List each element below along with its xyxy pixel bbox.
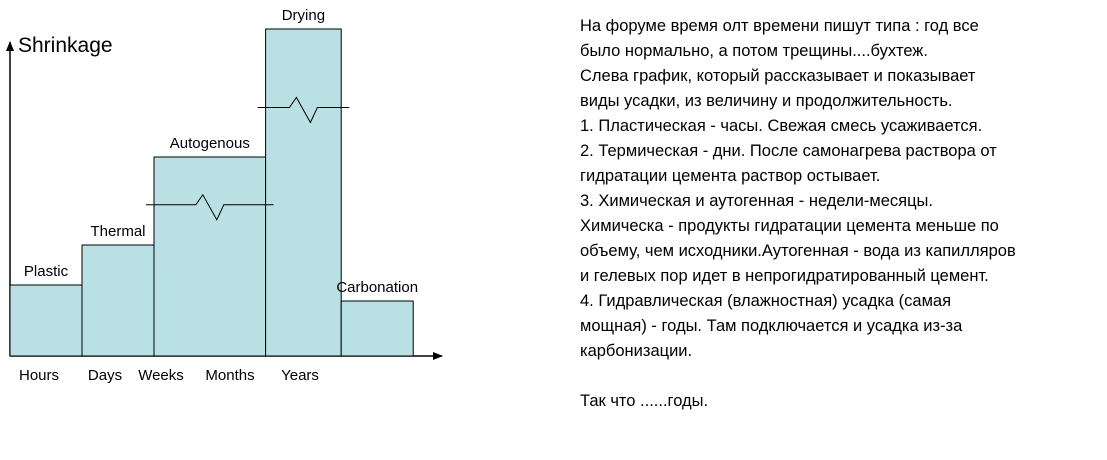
bar-autogenous [154, 157, 266, 356]
conclusion-line: Так что ......годы. [580, 392, 709, 410]
paragraph-gap [580, 364, 1100, 389]
bar-thermal [82, 245, 154, 356]
text-line: Слева график, который рассказывает и показывает [580, 67, 976, 85]
text-line: 1. Пластическая - часы. Свежая смесь усаживается. [580, 117, 983, 135]
text-line: 4. Гидравлическая (влажностная) усадка (самая [580, 292, 952, 310]
bar-carbonation [341, 301, 413, 356]
text-line: Химическа - продукты гидратации цемента меньше по [580, 217, 999, 235]
bars-layer [10, 29, 413, 356]
x-tick-months: Months [205, 367, 255, 384]
explanation-lines [580, 14, 1100, 364]
text-line: объему, чем исходники.Аутогенная - вода из капилляров [580, 242, 1016, 260]
bar-label-carbonation: Carbonation [336, 279, 419, 296]
text-line: 3. Химическая и аутогенная - недели-месяцы. [580, 192, 933, 210]
x-tick-labels-layer [19, 367, 319, 384]
text-line: На форуме время олт времени пишут типа : год все [580, 17, 979, 35]
text-line: 2. Термическая - дни. После самонагрева раствора от [580, 142, 997, 160]
shrinkage-chart [0, 0, 460, 400]
x-tick-hours: Hours [18, 367, 60, 384]
bar-label-thermal: Thermal [90, 223, 146, 240]
x-tick-years: Years [281, 367, 319, 384]
explanation-text [580, 14, 1100, 414]
text-line: и гелевых пор идет в непрогидратированный цемент. [580, 267, 989, 285]
text-line: гидратации цемента раствор остывает. [580, 167, 881, 185]
bar-drying [266, 29, 342, 356]
bar-label-drying: Drying [281, 7, 326, 24]
text-line: карбонизации. [580, 342, 693, 360]
text-line: было нормально, а потом трещины....бухтеж. [580, 42, 928, 60]
bar-plastic [10, 285, 82, 356]
bar-label-plastic: Plastic [23, 263, 69, 280]
x-tick-weeks: Weeks [138, 367, 184, 384]
x-tick-days: Days [87, 367, 123, 384]
text-line: мощная) - годы. Там подключается и усадка из-за [580, 317, 963, 335]
bar-label-autogenous: Autogenous [169, 135, 250, 152]
chart-title: Shrinkage [18, 34, 113, 57]
text-line: виды усадки, из величину и продолжительность. [580, 92, 953, 110]
